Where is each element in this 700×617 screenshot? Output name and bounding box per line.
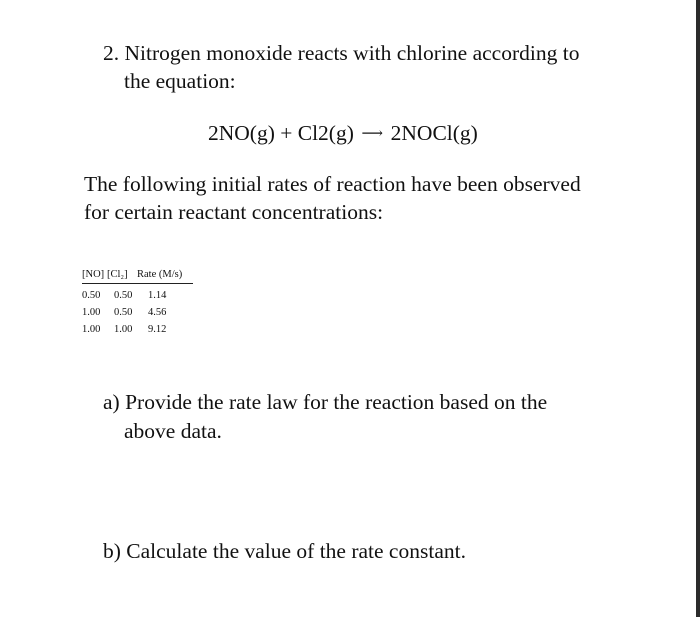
reaction-arrow-icon: ⟶ — [361, 126, 384, 142]
question-heading-line2: the equation: — [124, 69, 236, 93]
cell-cl2: 0.50 — [114, 289, 133, 301]
part-b-line1: b) Calculate the value of the rate constant. — [103, 539, 466, 563]
header-no: [NO] — [82, 269, 105, 280]
part-a-line1: a) Provide the rate law for the reaction based on the — [103, 390, 548, 414]
question-heading-line1: 2. Nitrogen monoxide reacts with chlorine according to — [103, 41, 580, 65]
cell-no: 1.00 — [82, 323, 101, 335]
header-rate: Rate (M/s) — [137, 269, 183, 280]
cell-no: 0.50 — [82, 289, 101, 301]
cell-rate: 4.56 — [148, 306, 167, 318]
cell-no: 1.00 — [82, 306, 101, 318]
intro-text-line1: The following initial rates of reaction have been observed — [84, 172, 581, 196]
rate-data-table — [82, 269, 193, 338]
table-row — [82, 287, 193, 304]
equation-products: 2NOCl(g) — [390, 121, 478, 145]
intro-text-line2: for certain reactant concentrations: — [84, 200, 384, 224]
cell-cl2: 1.00 — [114, 323, 133, 335]
cell-rate: 1.14 — [148, 289, 167, 301]
table-header-row — [82, 269, 193, 284]
cell-cl2: 0.50 — [114, 306, 133, 318]
chemical-equation — [208, 120, 478, 147]
page-edge-border — [696, 0, 700, 617]
table-row — [82, 304, 193, 321]
part-a-line2: above data. — [124, 419, 222, 443]
table-row — [82, 321, 193, 338]
equation-reactants: 2NO(g) + Cl2(g) — [208, 121, 354, 145]
header-cl2: [Cl₂] — [107, 269, 128, 280]
cell-rate: 9.12 — [148, 323, 167, 335]
